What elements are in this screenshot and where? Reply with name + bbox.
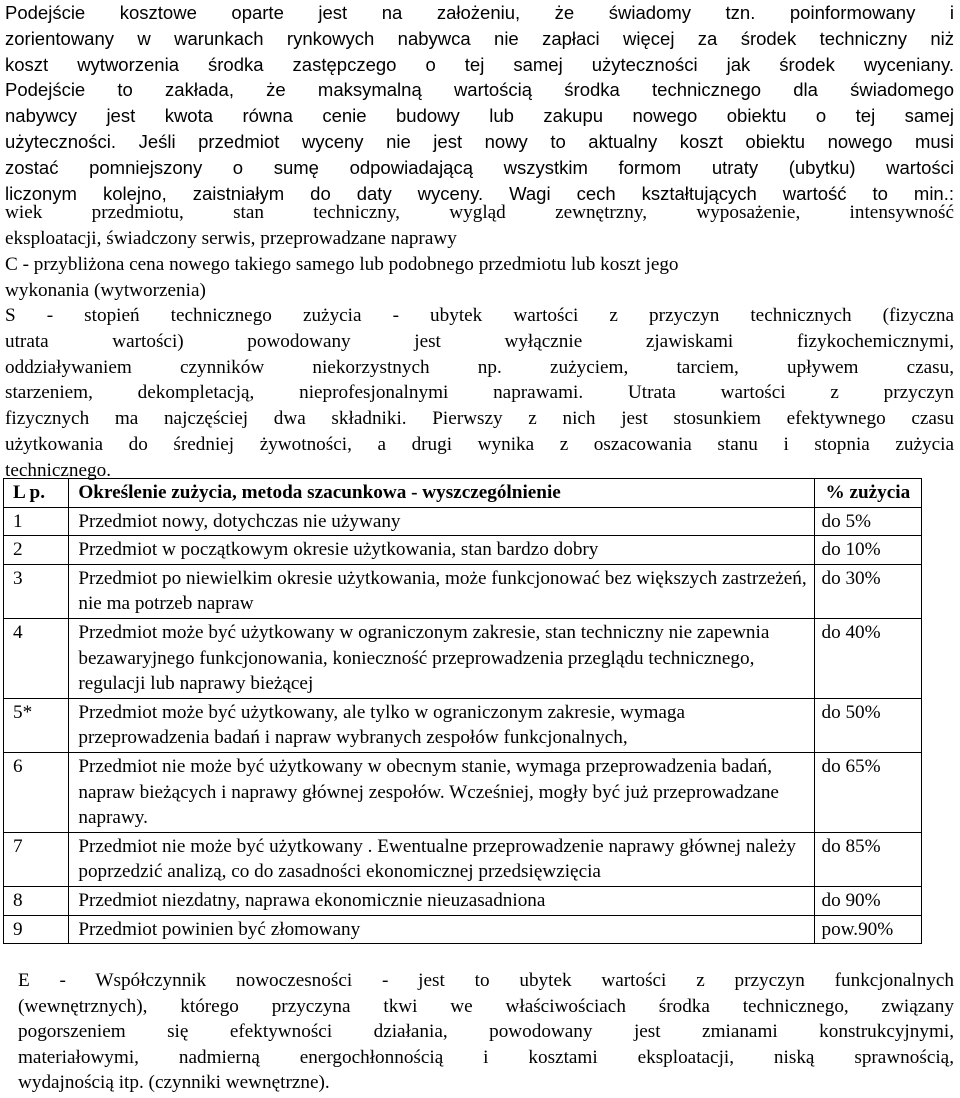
intro-line: zostać pomniejszony o sumę odpowiadającą wszystkim formom utraty (ubytku) wartości xyxy=(5,156,954,178)
table-row xyxy=(4,564,922,618)
row-percent: do 65% xyxy=(815,752,922,832)
definition-s-line: utrata wartości) powodowany jest wyłącznie zjawiskami fizykochemicznymi, xyxy=(5,330,954,352)
row-percent: pow.90% xyxy=(815,915,922,944)
definition-c-line: C - przybliżona cena nowego takiego samego lub podobnego przedmiotu lub koszt jego xyxy=(5,254,679,275)
table-row xyxy=(4,915,922,944)
definition-s-line: starzeniem, dekompletacją, nieprofesjonalnymi naprawami. Utrata wartości z przyczyn xyxy=(5,382,954,404)
definition-c-line: wykonania (wytworzenia) xyxy=(5,279,206,301)
intro-line: Podejście to zakłada, że maksymalną wartością środka technicznego dla świadomego xyxy=(5,79,954,101)
definition-s xyxy=(5,303,954,484)
definition-e xyxy=(18,968,954,1096)
row-description: Przedmiot może być użytkowany, ale tylko w ograniczonym zakresie, wymaga przeprowadzenia badań i napraw wybranych zespołów funkcjonalnych, xyxy=(69,698,815,752)
row-description: Przedmiot po niewielkim okresie użytkowania, może funkcjonować bez większych zastrzeżeń, nie ma potrzeb napraw xyxy=(69,564,815,618)
intro-line: wiek przedmiotu, stan techniczny, wygląd zewnętrzny, wyposażenie, intensywność xyxy=(5,202,954,223)
definition-s-line: fizycznych ma najczęściej dwa składniki. Pierwszy z nich jest stosunkiem efektywnego czasu xyxy=(5,408,954,430)
definition-e-line: materiałowymi, nadmierną energochłonnością i kosztami eksploatacji, niską sprawnością, xyxy=(18,1046,954,1068)
table-row xyxy=(4,886,922,915)
header-lp: L p. xyxy=(4,479,69,508)
row-lp: 2 xyxy=(4,536,69,565)
row-lp: 7 xyxy=(4,832,69,886)
intro-line: Podejście kosztowe oparte jest na założeniu, że świadomy tzn. poinformowany i xyxy=(5,2,954,23)
header-description: Określenie zużycia, metoda szacunkowa - wyszczególnienie xyxy=(69,479,815,508)
intro-line: eksploatacji, świadczony serwis, przeprowadzane naprawy xyxy=(5,227,457,249)
intro-line: zorientowany w warunkach rynkowych nabywca nie zapłaci więcej za środek techniczny niż xyxy=(5,27,954,49)
row-percent: do 85% xyxy=(815,832,922,886)
row-lp: 9 xyxy=(4,915,69,944)
intro-line: liczonym kolejno, zaistniałym do daty wyceny. Wagi cech kształtujących wartość to min.: xyxy=(5,182,954,204)
table-row xyxy=(4,536,922,565)
intro-paragraph xyxy=(5,0,954,206)
definition-s-line: S - stopień technicznego zużycia - ubytek wartości z przyczyn technicznych (fizyczna xyxy=(5,305,954,326)
row-description: Przedmiot może być użytkowany w ograniczonym zakresie, stan techniczny nie zapewnia bezawaryjnego funkcjonowania, konieczność przeprowadzenia przeglądu technicznego, regulacji lub naprawy bieżącej xyxy=(69,618,815,698)
definition-c xyxy=(5,252,954,304)
table-row xyxy=(4,507,922,536)
definition-e-line: wydajnością itp. (czynniki wewnętrzne). xyxy=(18,1072,330,1094)
row-percent: do 30% xyxy=(815,564,922,618)
wear-table xyxy=(3,478,922,944)
intro-line: koszt wytworzenia środka zastępczego o tej samej użyteczności jak środek wyceniany. xyxy=(5,53,954,75)
intro-line: nabywcy jest kwota równa cenie budowy lub zakupu nowego obiektu o tej samej xyxy=(5,105,954,127)
row-description: Przedmiot w początkowym okresie użytkowania, stan bardzo dobry xyxy=(69,536,815,565)
intro-line: użyteczności. Jeśli przedmiot wyceny nie jest nowy to aktualny koszt obiektu nowego musi xyxy=(5,130,954,152)
row-description: Przedmiot niezdatny, naprawa ekonomicznie nieuzasadniona xyxy=(69,886,815,915)
row-lp: 5* xyxy=(4,698,69,752)
definition-s-line: użytkowania do średniej żywotności, a drugi wynika z oszacowania stanu i stopnia zużycia xyxy=(5,433,954,455)
definition-s-line: oddziaływaniem czynników niekorzystnych np. zużyciem, tarciem, upływem czasu, xyxy=(5,356,954,378)
row-percent: do 5% xyxy=(815,507,922,536)
row-lp: 3 xyxy=(4,564,69,618)
table-row xyxy=(4,698,922,752)
definition-e-line: E - Współczynnik nowoczesności - jest to ubytek wartości z przyczyn funkcjonalnych xyxy=(18,970,954,991)
row-lp: 1 xyxy=(4,507,69,536)
row-percent: do 10% xyxy=(815,536,922,565)
definition-e-line: (wewnętrznych), którego przyczyna tkwi we właściwościach środka technicznego, związany xyxy=(18,995,954,1017)
row-lp: 8 xyxy=(4,886,69,915)
row-lp: 6 xyxy=(4,752,69,832)
row-lp: 4 xyxy=(4,618,69,698)
row-description: Przedmiot nie może być użytkowany . Ewentualne przeprowadzenie naprawy głównej należy poprzedzić analizą, co do zasadności ekonomicznej przedsięwzięcia xyxy=(69,832,815,886)
definition-e-line: pogorszeniem się efektywności działania, powodowany jest zmianami konstrukcyjnymi, xyxy=(18,1021,954,1043)
table-row xyxy=(4,832,922,886)
header-percent: % zużycia xyxy=(815,479,922,508)
table-row xyxy=(4,752,922,832)
table-row xyxy=(4,618,922,698)
row-percent: do 90% xyxy=(815,886,922,915)
row-percent: do 40% xyxy=(815,618,922,698)
row-description: Przedmiot nowy, dotychczas nie używany xyxy=(69,507,815,536)
row-description: Przedmiot nie może być użytkowany w obecnym stanie, wymaga przeprowadzenia badań, napraw bieżących i naprawy głównej zespołów. Wcześniej, mogły być już przeprowadzane naprawy. xyxy=(69,752,815,832)
definition-s-line: technicznego. xyxy=(5,459,112,481)
row-percent: do 50% xyxy=(815,698,922,752)
intro-continuation xyxy=(5,200,954,252)
row-description: Przedmiot powinien być złomowany xyxy=(69,915,815,944)
table-header-row xyxy=(4,479,922,508)
